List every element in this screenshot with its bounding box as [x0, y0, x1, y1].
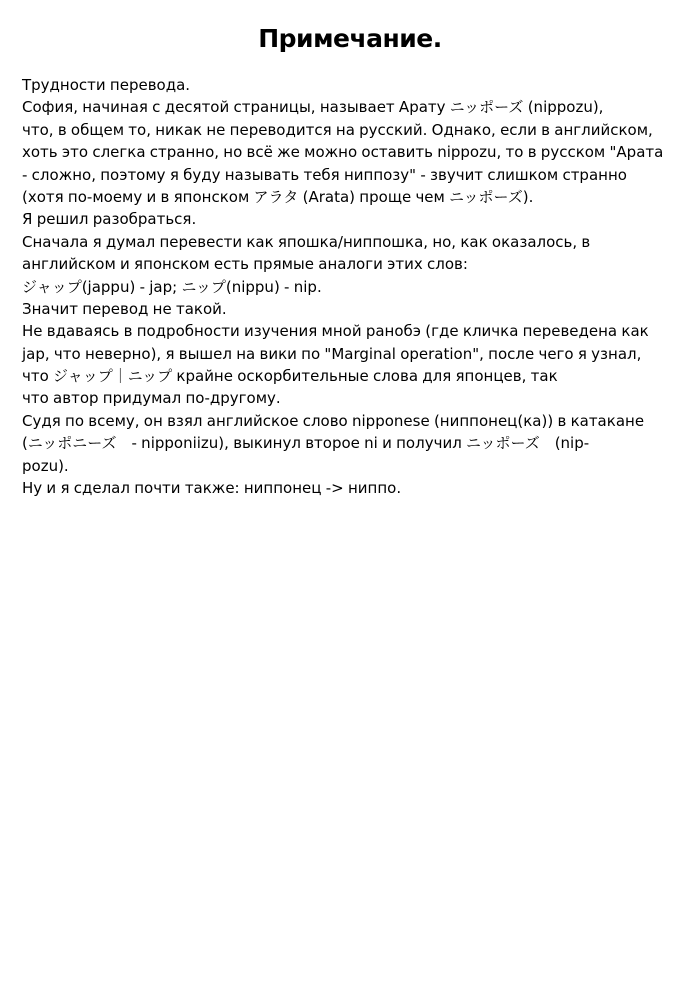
note-body [22, 74, 682, 499]
note-line: Не вдаваясь в подробности изучения мной ранобэ (где кличка переведена как [22, 322, 649, 341]
note-line: английском и японском есть прямые аналоги этих слов: [22, 255, 468, 274]
page-title: Примечание. [258, 24, 442, 53]
note-line: Ну и я сделал почти также: ниппонец -> ниппо. [22, 479, 402, 498]
note-line: (хотя по-моему и в японском アラタ (Arata) проще чем ニッポーズ). [22, 187, 534, 206]
note-line: pozu). [22, 456, 69, 475]
note-line: Судя по всему, он взял английское слово nipponese (ниппонец(ка)) в катакане [22, 411, 645, 430]
note-line: что, в общем то, никак не переводится на русский. Однако, если в английском, [22, 120, 653, 139]
note-line: (ニッポニーズ - nipponiizu), выкинул второе ni и получил ニッポーズ (nip- [22, 434, 590, 453]
note-line: что ジャップ｜ニップ крайне оскорбительные слова для японцев, так [22, 367, 558, 386]
note-line: Значит перевод не такой. [22, 299, 227, 318]
note-line: ジャップ(jappu) - jap; ニップ(nippu) - nip. [22, 277, 322, 296]
note-line: Я решил разобраться. [22, 210, 197, 229]
note-line: Сначала я думал перевести как япошка/ниппошка, но, как оказалось, в [22, 232, 591, 251]
note-line: jap, что неверно), я вышел на вики по "Marginal operation", после чего я узнал, [22, 344, 642, 363]
note-line: Трудности перевода. [22, 76, 191, 94]
note-line: что автор придумал по-другому. [22, 389, 281, 408]
note-line: София, начиная с десятой страницы, называет Арату ニッポーズ (nippozu), [22, 98, 604, 117]
note-line: - сложно, поэтому я буду называть тебя ниппозу" - звучит слишком странно [22, 165, 627, 184]
note-line: хоть это слегка странно, но всё же можно оставить nippozu, то в русском "Арата [22, 143, 664, 162]
